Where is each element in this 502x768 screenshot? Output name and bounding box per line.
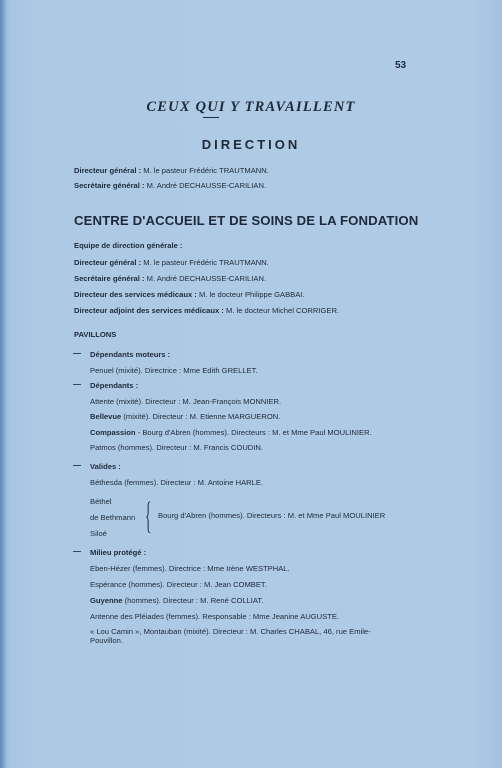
- page-number: 53: [395, 60, 407, 71]
- direction-dg-value: M. le pasteur Frédéric TRAUTMANN.: [143, 166, 269, 175]
- grouping-brace: {: [145, 495, 152, 537]
- group-value: Bourg d'Abren (hommes). Directeurs : M. et Mme Paul MOULINIER: [158, 511, 386, 520]
- section-heading-direction: DIRECTION: [201, 137, 301, 152]
- bellevue-name: Bellevue: [90, 412, 122, 421]
- bethmann-name: de Bethmann: [90, 513, 136, 522]
- centre-sg-value: M. André DECHAUSSE-CARILIAN.: [146, 274, 267, 283]
- guyenne-rest: (hommes). Directeur : M. René COLLIAT.: [124, 596, 264, 605]
- protege-label: Milieu protégé :: [90, 548, 147, 557]
- bethel-name: Béthel: [90, 497, 112, 506]
- centre-dsm-value: M. le docteur Philippe GABBAI.: [198, 290, 305, 299]
- esperance-line: Espérance (hommes). Directeur : M. Jean COMBET.: [90, 580, 267, 589]
- centre-dg-line: [74, 258, 269, 267]
- guyenne-name: Guyenne: [90, 596, 123, 605]
- patmos-line: Patmos (hommes). Directeur : M. Francis COUDIN.: [90, 443, 263, 452]
- title-underline: [203, 117, 219, 118]
- centre-sg-label: Secrétaire général :: [74, 274, 145, 283]
- centre-dasm-line: [74, 306, 339, 315]
- compassion-line: [90, 428, 372, 437]
- direction-sg-value: M. André DECHAUSSE-CARILIAN.: [146, 181, 267, 190]
- bellevue-rest: (mixité). Directeur : M. Etienne MARGUERON.: [123, 412, 281, 421]
- antenne-line: Antenne des Pléiades (femmes). Responsable : Mme Jeanine AUGUSTE.: [90, 612, 340, 621]
- compassion-rest: - Bourg d'Abren (hommes). Directeurs : M. et Mme Paul MOULINIER.: [137, 428, 372, 437]
- moteurs-label: Dépendants moteurs :: [90, 350, 171, 359]
- dash-dependants: —: [73, 380, 81, 389]
- pavillons-heading: PAVILLONS: [74, 330, 117, 339]
- centre-dasm-label: Directeur adjoint des services médicaux :: [74, 306, 224, 315]
- direction-dg-label: Directeur général :: [74, 166, 142, 175]
- centre-dsm-line: [74, 290, 305, 299]
- dash-valides: —: [73, 461, 81, 470]
- dash-moteurs: —: [73, 349, 81, 358]
- centre-dsm-label: Directeur des services médicaux :: [74, 290, 197, 299]
- valides-label: Valides :: [90, 462, 121, 471]
- centre-dg-value: M. le pasteur Frédéric TRAUTMANN.: [143, 258, 269, 267]
- centre-sg-line: [74, 274, 266, 283]
- attente-line: Attente (mixité). Directeur : M. Jean-François MONNIER.: [90, 397, 282, 406]
- siloe-name: Siloé: [90, 529, 107, 538]
- direction-dg-line: [74, 166, 269, 175]
- equipe-heading: Equipe de direction générale :: [74, 241, 183, 250]
- direction-sg-line: [74, 181, 266, 190]
- dash-protege: —: [73, 547, 81, 556]
- centre-dg-label: Directeur général :: [74, 258, 142, 267]
- page-title: CEUX QUI Y TRAVAILLENT: [146, 99, 356, 115]
- bellevue-line: [90, 412, 280, 421]
- bethesda-line: Béthesda (femmes). Directeur : M. Antoine HARLE.: [90, 478, 264, 487]
- dependants-label: Dépendants :: [90, 381, 139, 390]
- penuel-line: Penuel (mixité). Directrice : Mme Edith GRELLET.: [90, 366, 258, 375]
- loucamin-line-1: « Lou Camin », Montauban (mixité). Directeur : M. Charles CHABAL, 46, rue Emile-: [90, 627, 371, 636]
- compassion-name: Compassion: [90, 428, 136, 437]
- section-heading-centre: CENTRE D'ACCUEIL ET DE SOINS DE LA FONDATION: [74, 213, 419, 228]
- eben-line: Eben-Hézer (femmes). Directrice : Mme Irène WESTPHAL.: [90, 564, 290, 573]
- centre-dasm-value: M. le docteur Michel CORRIGER.: [225, 306, 340, 315]
- direction-sg-label: Secrétaire général :: [74, 181, 145, 190]
- loucamin-line-2: Pouvillon.: [90, 636, 123, 645]
- guyenne-line: [90, 596, 263, 605]
